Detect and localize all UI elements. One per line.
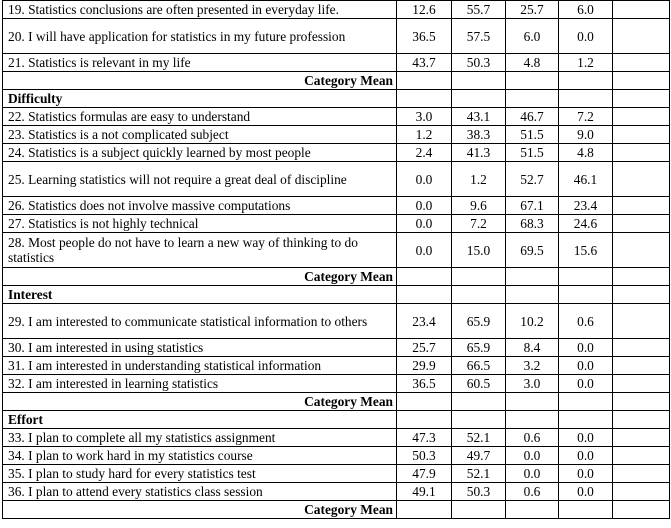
empty-cell <box>613 411 670 429</box>
percent-cell: 7.2 <box>452 215 506 233</box>
category-mean-label: Category Mean <box>3 72 397 90</box>
empty-cell <box>506 72 559 90</box>
percent-cell: 0.6 <box>559 304 613 339</box>
empty-cell <box>397 268 452 286</box>
category-header-row <box>3 411 670 429</box>
table-row <box>3 465 670 483</box>
empty-cell <box>506 501 559 519</box>
percent-cell: 0.0 <box>559 447 613 465</box>
empty-cell <box>452 393 506 411</box>
percent-cell: 52.7 <box>506 162 559 197</box>
table-row <box>3 19 670 54</box>
category-header-row <box>3 286 670 304</box>
empty-cell <box>613 215 670 233</box>
table-body <box>3 1 670 519</box>
empty-cell <box>613 393 670 411</box>
percent-cell: 0.0 <box>559 429 613 447</box>
empty-cell <box>613 268 670 286</box>
table-row <box>3 339 670 357</box>
category-mean-row <box>3 72 670 90</box>
empty-cell <box>559 72 613 90</box>
percent-cell: 0.0 <box>397 197 452 215</box>
percent-cell: 7.2 <box>559 108 613 126</box>
empty-cell <box>452 268 506 286</box>
percent-cell: 6.0 <box>506 19 559 54</box>
percent-cell: 43.1 <box>452 108 506 126</box>
empty-cell <box>613 90 670 108</box>
table-row <box>3 215 670 233</box>
category-mean-row <box>3 268 670 286</box>
table-row <box>3 304 670 339</box>
percent-cell: 1.2 <box>397 126 452 144</box>
statement-cell: 21. Statistics is relevant in my life <box>3 54 397 72</box>
empty-cell <box>397 393 452 411</box>
table-row <box>3 375 670 393</box>
percent-cell: 9.0 <box>559 126 613 144</box>
statement-cell: 29. I am interested to communicate statistical information to others <box>3 304 397 339</box>
percent-cell: 1.2 <box>559 54 613 72</box>
percent-cell: 49.7 <box>452 447 506 465</box>
empty-cell <box>506 286 559 304</box>
percent-cell: 0.0 <box>397 215 452 233</box>
percent-cell: 8.4 <box>506 339 559 357</box>
empty-cell <box>452 286 506 304</box>
percent-cell: 0.0 <box>559 339 613 357</box>
empty-cell <box>506 90 559 108</box>
empty-cell <box>613 162 670 197</box>
empty-cell <box>559 411 613 429</box>
percent-cell: 68.3 <box>506 215 559 233</box>
statement-cell: 27. Statistics is not highly technical <box>3 215 397 233</box>
empty-cell <box>613 1 670 19</box>
percent-cell: 23.4 <box>397 304 452 339</box>
empty-cell <box>452 501 506 519</box>
percent-cell: 50.3 <box>397 447 452 465</box>
table-row <box>3 447 670 465</box>
percent-cell: 43.7 <box>397 54 452 72</box>
table-row <box>3 197 670 215</box>
percent-cell: 0.0 <box>397 162 452 197</box>
table-row <box>3 54 670 72</box>
empty-cell <box>613 483 670 501</box>
percent-cell: 69.5 <box>506 233 559 268</box>
empty-cell <box>452 72 506 90</box>
percent-cell: 0.0 <box>506 447 559 465</box>
category-header-row <box>3 90 670 108</box>
percent-cell: 2.4 <box>397 144 452 162</box>
percent-cell: 9.6 <box>452 197 506 215</box>
category-label: Difficulty <box>3 90 397 108</box>
statement-cell: 33. I plan to complete all my statistics assignment <box>3 429 397 447</box>
percent-cell: 51.5 <box>506 144 559 162</box>
category-label: Effort <box>3 411 397 429</box>
percent-cell: 15.0 <box>452 233 506 268</box>
percent-cell: 41.3 <box>452 144 506 162</box>
percent-cell: 38.3 <box>452 126 506 144</box>
table-row <box>3 108 670 126</box>
statement-cell: 23. Statistics is a not complicated subject <box>3 126 397 144</box>
empty-cell <box>613 357 670 375</box>
percent-cell: 25.7 <box>506 1 559 19</box>
percent-cell: 6.0 <box>559 1 613 19</box>
table-row <box>3 144 670 162</box>
empty-cell <box>613 108 670 126</box>
percent-cell: 50.3 <box>452 54 506 72</box>
category-label: Interest <box>3 286 397 304</box>
category-mean-label: Category Mean <box>3 268 397 286</box>
percent-cell: 36.5 <box>397 375 452 393</box>
percent-cell: 29.9 <box>397 357 452 375</box>
empty-cell <box>559 90 613 108</box>
percent-cell: 0.0 <box>559 19 613 54</box>
category-mean-label: Category Mean <box>3 501 397 519</box>
percent-cell: 3.0 <box>397 108 452 126</box>
empty-cell <box>506 393 559 411</box>
percent-cell: 50.3 <box>452 483 506 501</box>
table-row <box>3 483 670 501</box>
statement-cell: 19. Statistics conclusions are often presented in everyday life. <box>3 1 397 19</box>
percent-cell: 25.7 <box>397 339 452 357</box>
percent-cell: 51.5 <box>506 126 559 144</box>
percent-cell: 23.4 <box>559 197 613 215</box>
percent-cell: 60.5 <box>452 375 506 393</box>
percent-cell: 46.1 <box>559 162 613 197</box>
percent-cell: 52.1 <box>452 429 506 447</box>
empty-cell <box>613 429 670 447</box>
empty-cell <box>506 268 559 286</box>
empty-cell <box>613 339 670 357</box>
empty-cell <box>613 19 670 54</box>
statement-cell: 24. Statistics is a subject quickly learned by most people <box>3 144 397 162</box>
table-row <box>3 1 670 19</box>
category-mean-row <box>3 501 670 519</box>
empty-cell <box>613 197 670 215</box>
survey-results-table <box>2 0 670 519</box>
percent-cell: 4.8 <box>559 144 613 162</box>
table-row <box>3 233 670 268</box>
empty-cell <box>397 72 452 90</box>
percent-cell: 0.0 <box>506 465 559 483</box>
percent-cell: 0.6 <box>506 483 559 501</box>
statement-cell: 20. I will have application for statistics in my future profession <box>3 19 397 54</box>
empty-cell <box>613 447 670 465</box>
empty-cell <box>613 375 670 393</box>
empty-cell <box>559 393 613 411</box>
percent-cell: 47.3 <box>397 429 452 447</box>
percent-cell: 3.0 <box>506 375 559 393</box>
empty-cell <box>613 233 670 268</box>
percent-cell: 15.6 <box>559 233 613 268</box>
percent-cell: 49.1 <box>397 483 452 501</box>
percent-cell: 0.6 <box>506 429 559 447</box>
empty-cell <box>613 286 670 304</box>
statement-cell: 34. I plan to work hard in my statistics course <box>3 447 397 465</box>
empty-cell <box>452 411 506 429</box>
percent-cell: 65.9 <box>452 304 506 339</box>
percent-cell: 0.0 <box>559 357 613 375</box>
empty-cell <box>397 501 452 519</box>
empty-cell <box>506 411 559 429</box>
statement-cell: 31. I am interested in understanding statistical information <box>3 357 397 375</box>
statement-cell: 28. Most people do not have to learn a new way of thinking to do statistics <box>3 233 397 268</box>
percent-cell: 0.0 <box>559 483 613 501</box>
empty-cell <box>613 126 670 144</box>
percent-cell: 10.2 <box>506 304 559 339</box>
statement-cell: 35. I plan to study hard for every statistics test <box>3 465 397 483</box>
empty-cell <box>559 286 613 304</box>
percent-cell: 4.8 <box>506 54 559 72</box>
percent-cell: 55.7 <box>452 1 506 19</box>
empty-cell <box>613 72 670 90</box>
empty-cell <box>613 54 670 72</box>
table-row <box>3 357 670 375</box>
statement-cell: 26. Statistics does not involve massive computations <box>3 197 397 215</box>
percent-cell: 65.9 <box>452 339 506 357</box>
category-mean-label: Category Mean <box>3 393 397 411</box>
percent-cell: 0.0 <box>559 465 613 483</box>
table-row <box>3 429 670 447</box>
statement-cell: 36. I plan to attend every statistics class session <box>3 483 397 501</box>
table-row <box>3 126 670 144</box>
percent-cell: 3.2 <box>506 357 559 375</box>
empty-cell <box>397 286 452 304</box>
percent-cell: 1.2 <box>452 162 506 197</box>
empty-cell <box>397 90 452 108</box>
percent-cell: 52.1 <box>452 465 506 483</box>
percent-cell: 66.5 <box>452 357 506 375</box>
percent-cell: 47.9 <box>397 465 452 483</box>
statement-cell: 25. Learning statistics will not require a great deal of discipline <box>3 162 397 197</box>
empty-cell <box>613 144 670 162</box>
empty-cell <box>452 90 506 108</box>
statement-cell: 22. Statistics formulas are easy to understand <box>3 108 397 126</box>
percent-cell: 24.6 <box>559 215 613 233</box>
empty-cell <box>613 465 670 483</box>
statement-cell: 32. I am interested in learning statistics <box>3 375 397 393</box>
percent-cell: 36.5 <box>397 19 452 54</box>
empty-cell <box>559 501 613 519</box>
percent-cell: 67.1 <box>506 197 559 215</box>
empty-cell <box>613 501 670 519</box>
percent-cell: 46.7 <box>506 108 559 126</box>
percent-cell: 0.0 <box>397 233 452 268</box>
empty-cell <box>559 268 613 286</box>
category-mean-row <box>3 393 670 411</box>
empty-cell <box>397 411 452 429</box>
percent-cell: 57.5 <box>452 19 506 54</box>
empty-cell <box>613 304 670 339</box>
table-row <box>3 162 670 197</box>
statement-cell: 30. I am interested in using statistics <box>3 339 397 357</box>
percent-cell: 12.6 <box>397 1 452 19</box>
percent-cell: 0.0 <box>559 375 613 393</box>
